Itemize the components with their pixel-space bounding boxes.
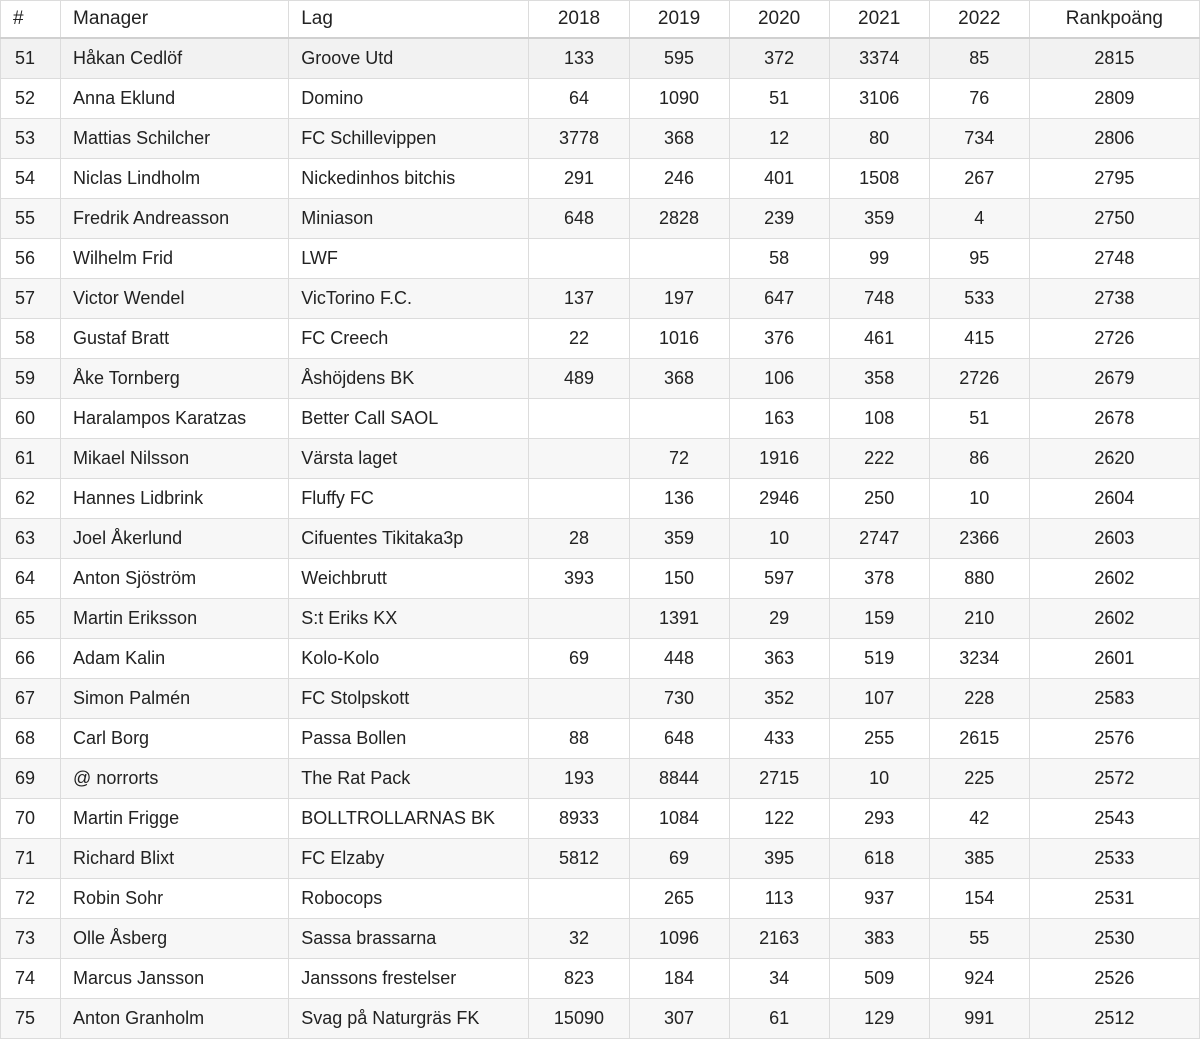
cell-2022: 85 <box>929 38 1029 79</box>
cell-rank: 56 <box>1 239 61 279</box>
cell-2022: 51 <box>929 399 1029 439</box>
cell-rank: 75 <box>1 999 61 1039</box>
cell-2022: 95 <box>929 239 1029 279</box>
table-row[interactable] <box>1 279 1200 319</box>
cell-2020: 376 <box>729 319 829 359</box>
cell-2021: 618 <box>829 839 929 879</box>
table-body <box>1 38 1200 1039</box>
cell-2022: 42 <box>929 799 1029 839</box>
cell-manager: Anton Sjöström <box>61 559 289 599</box>
cell-manager: Marcus Jansson <box>61 959 289 999</box>
cell-2018: 5812 <box>529 839 629 879</box>
cell-manager: Hannes Lidbrink <box>61 479 289 519</box>
cell-rank-points: 2533 <box>1029 839 1199 879</box>
cell-2019: 1391 <box>629 599 729 639</box>
cell-2020: 647 <box>729 279 829 319</box>
cell-2018 <box>529 239 629 279</box>
cell-2019: 307 <box>629 999 729 1039</box>
cell-2019: 265 <box>629 879 729 919</box>
cell-2020: 239 <box>729 199 829 239</box>
cell-2019 <box>629 399 729 439</box>
cell-2020: 113 <box>729 879 829 919</box>
cell-rank: 57 <box>1 279 61 319</box>
table-row[interactable] <box>1 679 1200 719</box>
cell-2020: 10 <box>729 519 829 559</box>
cell-team: FC Stolpskott <box>289 679 529 719</box>
column-header-2022[interactable]: 2022 <box>929 1 1029 39</box>
cell-rank: 69 <box>1 759 61 799</box>
cell-2018: 64 <box>529 79 629 119</box>
cell-rank: 71 <box>1 839 61 879</box>
cell-2021: 358 <box>829 359 929 399</box>
column-header-manager[interactable]: Manager <box>61 1 289 39</box>
cell-rank-points: 2604 <box>1029 479 1199 519</box>
cell-2019: 1096 <box>629 919 729 959</box>
cell-2022: 734 <box>929 119 1029 159</box>
cell-rank-points: 2543 <box>1029 799 1199 839</box>
cell-2018: 393 <box>529 559 629 599</box>
cell-manager: Richard Blixt <box>61 839 289 879</box>
cell-2019: 648 <box>629 719 729 759</box>
cell-rank: 65 <box>1 599 61 639</box>
cell-team: BOLLTROLLARNAS BK <box>289 799 529 839</box>
cell-2019: 448 <box>629 639 729 679</box>
cell-rank-points: 2602 <box>1029 599 1199 639</box>
cell-team: Kolo-Kolo <box>289 639 529 679</box>
cell-2018 <box>529 879 629 919</box>
cell-rank-points: 2750 <box>1029 199 1199 239</box>
cell-2019: 69 <box>629 839 729 879</box>
cell-2018: 22 <box>529 319 629 359</box>
cell-rank: 66 <box>1 639 61 679</box>
cell-rank: 70 <box>1 799 61 839</box>
cell-rank-points: 2603 <box>1029 519 1199 559</box>
table-row[interactable] <box>1 959 1200 999</box>
cell-team: Fluffy FC <box>289 479 529 519</box>
cell-2019: 730 <box>629 679 729 719</box>
cell-2018: 193 <box>529 759 629 799</box>
cell-2021: 129 <box>829 999 929 1039</box>
cell-rank-points: 2601 <box>1029 639 1199 679</box>
cell-team: S:t Eriks KX <box>289 599 529 639</box>
cell-rank: 51 <box>1 38 61 79</box>
cell-2021: 10 <box>829 759 929 799</box>
cell-team: FC Elzaby <box>289 839 529 879</box>
cell-team: Miniason <box>289 199 529 239</box>
cell-team: Weichbrutt <box>289 559 529 599</box>
table-row[interactable] <box>1 38 1200 79</box>
cell-team: Cifuentes Tikitaka3p <box>289 519 529 559</box>
cell-2022: 385 <box>929 839 1029 879</box>
cell-team: LWF <box>289 239 529 279</box>
table-row[interactable] <box>1 199 1200 239</box>
table-row[interactable] <box>1 319 1200 359</box>
cell-manager: Mattias Schilcher <box>61 119 289 159</box>
table-row[interactable] <box>1 359 1200 399</box>
cell-team: Passa Bollen <box>289 719 529 759</box>
cell-2018 <box>529 479 629 519</box>
table-row[interactable] <box>1 519 1200 559</box>
cell-2019: 595 <box>629 38 729 79</box>
cell-2019: 368 <box>629 119 729 159</box>
cell-rank-points: 2576 <box>1029 719 1199 759</box>
cell-2018 <box>529 439 629 479</box>
cell-2018: 88 <box>529 719 629 759</box>
cell-2020: 2946 <box>729 479 829 519</box>
cell-2018 <box>529 599 629 639</box>
table-row[interactable] <box>1 919 1200 959</box>
cell-rank: 54 <box>1 159 61 199</box>
cell-2022: 2726 <box>929 359 1029 399</box>
cell-rank-points: 2806 <box>1029 119 1199 159</box>
cell-manager: Fredrik Andreasson <box>61 199 289 239</box>
cell-2021: 359 <box>829 199 929 239</box>
cell-2019: 1090 <box>629 79 729 119</box>
cell-2020: 2715 <box>729 759 829 799</box>
cell-2020: 51 <box>729 79 829 119</box>
cell-rank-points: 2526 <box>1029 959 1199 999</box>
cell-2019: 1084 <box>629 799 729 839</box>
cell-rank: 62 <box>1 479 61 519</box>
cell-2020: 34 <box>729 959 829 999</box>
cell-2020: 597 <box>729 559 829 599</box>
cell-2020: 395 <box>729 839 829 879</box>
table-row[interactable] <box>1 439 1200 479</box>
table-row[interactable] <box>1 159 1200 199</box>
cell-rank-points: 2748 <box>1029 239 1199 279</box>
column-header-2020[interactable]: 2020 <box>729 1 829 39</box>
cell-team: Åshöjdens BK <box>289 359 529 399</box>
cell-team: Domino <box>289 79 529 119</box>
cell-2022: 991 <box>929 999 1029 1039</box>
cell-rank: 74 <box>1 959 61 999</box>
cell-rank-points: 2512 <box>1029 999 1199 1039</box>
cell-2019: 1016 <box>629 319 729 359</box>
cell-rank: 58 <box>1 319 61 359</box>
cell-2021: 378 <box>829 559 929 599</box>
cell-2019: 136 <box>629 479 729 519</box>
cell-rank: 52 <box>1 79 61 119</box>
cell-rank-points: 2809 <box>1029 79 1199 119</box>
cell-team: The Rat Pack <box>289 759 529 799</box>
table-row[interactable] <box>1 479 1200 519</box>
cell-rank-points: 2530 <box>1029 919 1199 959</box>
cell-2020: 61 <box>729 999 829 1039</box>
cell-2019: 368 <box>629 359 729 399</box>
cell-2021: 748 <box>829 279 929 319</box>
cell-rank-points: 2531 <box>1029 879 1199 919</box>
table-row[interactable] <box>1 599 1200 639</box>
cell-2020: 122 <box>729 799 829 839</box>
cell-2021: 108 <box>829 399 929 439</box>
cell-manager: Carl Borg <box>61 719 289 759</box>
cell-2018: 32 <box>529 919 629 959</box>
cell-2022: 533 <box>929 279 1029 319</box>
cell-2022: 880 <box>929 559 1029 599</box>
cell-2022: 86 <box>929 439 1029 479</box>
cell-2021: 107 <box>829 679 929 719</box>
cell-rank: 55 <box>1 199 61 239</box>
cell-manager: Anton Granholm <box>61 999 289 1039</box>
cell-2020: 363 <box>729 639 829 679</box>
cell-team: Robocops <box>289 879 529 919</box>
cell-2021: 2747 <box>829 519 929 559</box>
cell-rank-points: 2620 <box>1029 439 1199 479</box>
table-row[interactable] <box>1 559 1200 599</box>
cell-rank: 53 <box>1 119 61 159</box>
cell-2021: 250 <box>829 479 929 519</box>
cell-2018: 15090 <box>529 999 629 1039</box>
cell-manager: Joel Åkerlund <box>61 519 289 559</box>
cell-2018: 823 <box>529 959 629 999</box>
cell-rank-points: 2679 <box>1029 359 1199 399</box>
cell-team: Janssons frestelser <box>289 959 529 999</box>
cell-rank-points: 2795 <box>1029 159 1199 199</box>
cell-2020: 1916 <box>729 439 829 479</box>
cell-2022: 228 <box>929 679 1029 719</box>
cell-2018: 69 <box>529 639 629 679</box>
cell-manager: Anna Eklund <box>61 79 289 119</box>
cell-team: Better Call SAOL <box>289 399 529 439</box>
cell-2018: 28 <box>529 519 629 559</box>
cell-2022: 55 <box>929 919 1029 959</box>
cell-2021: 255 <box>829 719 929 759</box>
cell-2022: 225 <box>929 759 1029 799</box>
cell-2018: 648 <box>529 199 629 239</box>
table-row[interactable] <box>1 399 1200 439</box>
cell-manager: Simon Palmén <box>61 679 289 719</box>
cell-2019: 72 <box>629 439 729 479</box>
cell-rank-points: 2583 <box>1029 679 1199 719</box>
cell-2019: 246 <box>629 159 729 199</box>
cell-2021: 461 <box>829 319 929 359</box>
cell-2020: 433 <box>729 719 829 759</box>
cell-2020: 163 <box>729 399 829 439</box>
cell-manager: Haralampos Karatzas <box>61 399 289 439</box>
cell-manager: Robin Sohr <box>61 879 289 919</box>
cell-2022: 267 <box>929 159 1029 199</box>
cell-2022: 10 <box>929 479 1029 519</box>
cell-2018: 291 <box>529 159 629 199</box>
table-row[interactable] <box>1 799 1200 839</box>
cell-manager: Olle Åsberg <box>61 919 289 959</box>
column-header-rank[interactable]: # <box>1 1 61 39</box>
table-row[interactable] <box>1 999 1200 1039</box>
cell-2022: 3234 <box>929 639 1029 679</box>
table-row[interactable] <box>1 119 1200 159</box>
cell-manager: Wilhelm Frid <box>61 239 289 279</box>
cell-rank: 63 <box>1 519 61 559</box>
cell-team: VicTorino F.C. <box>289 279 529 319</box>
cell-2021: 519 <box>829 639 929 679</box>
table-row[interactable] <box>1 759 1200 799</box>
cell-rank: 68 <box>1 719 61 759</box>
cell-team: FC Creech <box>289 319 529 359</box>
cell-rank-points: 2815 <box>1029 38 1199 79</box>
cell-2021: 80 <box>829 119 929 159</box>
column-header-team[interactable]: Lag <box>289 1 529 39</box>
cell-team: Sassa brassarna <box>289 919 529 959</box>
column-header-2019[interactable]: 2019 <box>629 1 729 39</box>
cell-2021: 509 <box>829 959 929 999</box>
table-row[interactable] <box>1 839 1200 879</box>
cell-2019: 359 <box>629 519 729 559</box>
cell-2019: 8844 <box>629 759 729 799</box>
table-header <box>1 1 1200 39</box>
column-header-2021[interactable]: 2021 <box>829 1 929 39</box>
cell-team: Nickedinhos bitchis <box>289 159 529 199</box>
cell-rank: 61 <box>1 439 61 479</box>
cell-2022: 76 <box>929 79 1029 119</box>
cell-2020: 2163 <box>729 919 829 959</box>
cell-2018: 133 <box>529 38 629 79</box>
cell-2019: 2828 <box>629 199 729 239</box>
cell-2018: 489 <box>529 359 629 399</box>
cell-2022: 924 <box>929 959 1029 999</box>
column-header-rank-points[interactable]: Rankpoäng <box>1029 1 1199 39</box>
cell-rank-points: 2738 <box>1029 279 1199 319</box>
cell-manager: Niclas Lindholm <box>61 159 289 199</box>
column-header-2018[interactable]: 2018 <box>529 1 629 39</box>
cell-team: Groove Utd <box>289 38 529 79</box>
cell-2020: 106 <box>729 359 829 399</box>
cell-team: Värsta laget <box>289 439 529 479</box>
cell-2019: 197 <box>629 279 729 319</box>
header-row <box>1 1 1200 39</box>
cell-rank-points: 2602 <box>1029 559 1199 599</box>
cell-2020: 12 <box>729 119 829 159</box>
cell-2018: 3778 <box>529 119 629 159</box>
cell-2022: 154 <box>929 879 1029 919</box>
table-row[interactable] <box>1 639 1200 679</box>
cell-rank-points: 2678 <box>1029 399 1199 439</box>
cell-2021: 3374 <box>829 38 929 79</box>
cell-2021: 937 <box>829 879 929 919</box>
cell-2021: 222 <box>829 439 929 479</box>
table-row[interactable] <box>1 79 1200 119</box>
cell-manager: Martin Eriksson <box>61 599 289 639</box>
cell-2022: 210 <box>929 599 1029 639</box>
cell-2021: 159 <box>829 599 929 639</box>
cell-manager: Håkan Cedlöf <box>61 38 289 79</box>
cell-rank: 60 <box>1 399 61 439</box>
cell-2020: 58 <box>729 239 829 279</box>
cell-2022: 415 <box>929 319 1029 359</box>
cell-2018 <box>529 679 629 719</box>
cell-2022: 4 <box>929 199 1029 239</box>
cell-2020: 352 <box>729 679 829 719</box>
cell-2020: 372 <box>729 38 829 79</box>
cell-manager: Gustaf Bratt <box>61 319 289 359</box>
table-row[interactable] <box>1 239 1200 279</box>
cell-rank: 73 <box>1 919 61 959</box>
cell-rank-points: 2726 <box>1029 319 1199 359</box>
cell-2021: 3106 <box>829 79 929 119</box>
cell-rank: 59 <box>1 359 61 399</box>
cell-manager: Mikael Nilsson <box>61 439 289 479</box>
cell-rank: 67 <box>1 679 61 719</box>
cell-team: Svag på Naturgräs FK <box>289 999 529 1039</box>
cell-2019 <box>629 239 729 279</box>
cell-manager: Åke Tornberg <box>61 359 289 399</box>
cell-2020: 29 <box>729 599 829 639</box>
table-row[interactable] <box>1 719 1200 759</box>
cell-2021: 383 <box>829 919 929 959</box>
cell-2019: 184 <box>629 959 729 999</box>
cell-2022: 2366 <box>929 519 1029 559</box>
cell-2018: 8933 <box>529 799 629 839</box>
cell-2021: 1508 <box>829 159 929 199</box>
table-row[interactable] <box>1 879 1200 919</box>
cell-rank-points: 2572 <box>1029 759 1199 799</box>
cell-2018 <box>529 399 629 439</box>
cell-team: FC Schillevippen <box>289 119 529 159</box>
cell-2021: 99 <box>829 239 929 279</box>
cell-2021: 293 <box>829 799 929 839</box>
cell-rank: 72 <box>1 879 61 919</box>
cell-manager: Adam Kalin <box>61 639 289 679</box>
cell-manager: Martin Frigge <box>61 799 289 839</box>
cell-2018: 137 <box>529 279 629 319</box>
cell-2019: 150 <box>629 559 729 599</box>
cell-manager: Victor Wendel <box>61 279 289 319</box>
cell-manager: @ norrorts <box>61 759 289 799</box>
cell-2022: 2615 <box>929 719 1029 759</box>
cell-rank: 64 <box>1 559 61 599</box>
cell-2020: 401 <box>729 159 829 199</box>
